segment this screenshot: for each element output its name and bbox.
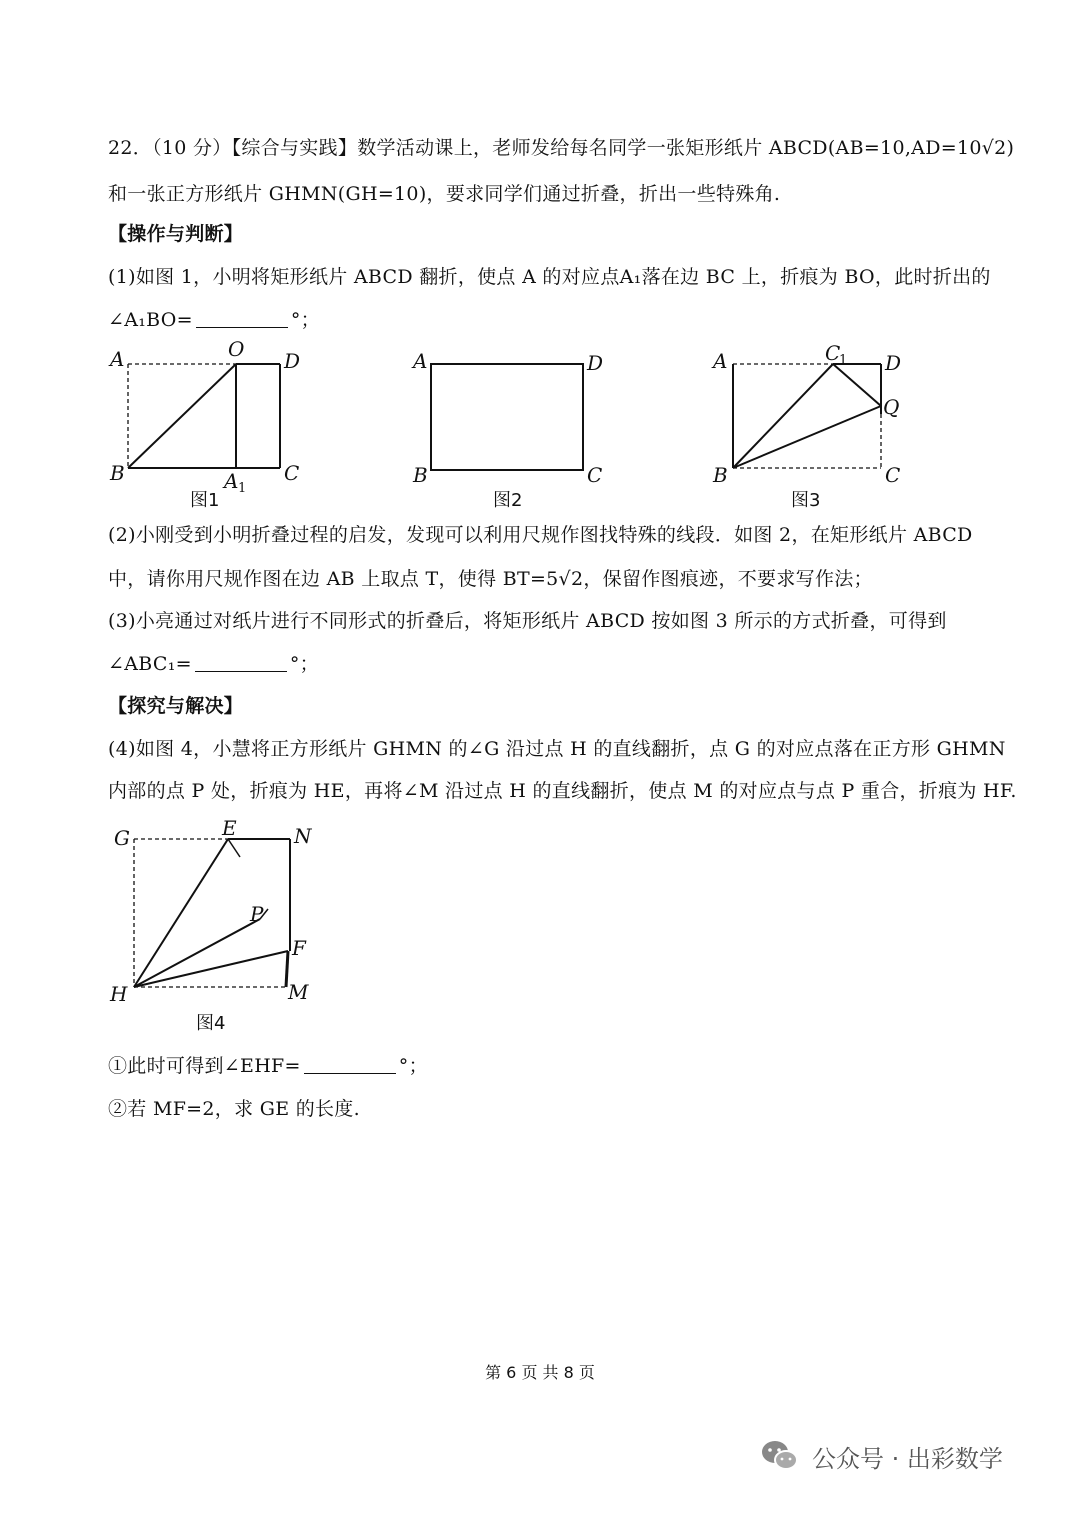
fig2-label-B: B <box>413 463 428 487</box>
section-heading-explore: 【探究与解决】 <box>108 695 244 717</box>
question-line2: 和一张正方形纸片 GHMN(GH=10)，要求同学们通过折叠，折出一些特殊角. <box>108 183 781 205</box>
subq1-angle-label: ①此时可得到∠EHF= <box>108 1055 301 1077</box>
fig4-label-M: M <box>288 980 309 1004</box>
part2-text: (2)小刚受到小明折叠过程的启发，发现可以利用尺规作图找特殊的线段．如图 2，在矩形纸片 ABCD <box>108 524 973 546</box>
fig3-label-B: B <box>713 463 728 487</box>
fig1-label-A1: A <box>224 469 239 493</box>
fig1-label-O: O <box>228 337 245 361</box>
part1-answer-line <box>108 306 320 334</box>
fig4-label-F: F <box>292 936 306 960</box>
wechat-icon <box>760 1439 800 1473</box>
fig1-label-B: B <box>110 461 125 485</box>
fig2-label-D: D <box>587 351 604 375</box>
figure-2 <box>405 340 615 520</box>
fig1-label-A1-sub: 1 <box>238 481 247 496</box>
fig1-caption: 图1 <box>190 490 220 511</box>
part4-text-cont: 内部的点 P 处，折痕为 HE，再将∠M 沿过点 H 的直线翻折，使点 M 的对应点与点 P 重合，折痕为 HF. <box>108 780 1017 802</box>
fig3-label-D: D <box>885 351 902 375</box>
subq1-degree: °； <box>398 1055 428 1077</box>
question-header: 22．（10 分）【综合与实践】数学活动课上，老师发给每名同学一张矩形纸片 ABCD(AB=10,AD=10√2) <box>108 137 1015 159</box>
part4-text: (4)如图 4，小慧将正方形纸片 GHMN 的∠G 沿过点 H 的直线翻折，点 G 的对应点落在正方形 GHMN <box>108 738 1006 760</box>
part3-angle-label: ∠ABC₁= <box>108 653 192 675</box>
fig2-caption: 图2 <box>493 490 523 511</box>
fig4-label-H: H <box>110 982 128 1006</box>
fig4-label-G: G <box>114 826 130 850</box>
figure-4 <box>100 815 340 1035</box>
subq2-text: ②若 MF=2，求 GE 的长度. <box>108 1098 360 1120</box>
section-heading-operation: 【操作与判断】 <box>108 223 244 245</box>
fig4-label-E: E <box>222 816 237 840</box>
fig3-label-A: A <box>713 349 728 373</box>
fig1-label-C: C <box>284 461 300 485</box>
part3-answer-line <box>108 650 319 678</box>
fig3-label-Q: Q <box>883 395 900 419</box>
watermark-text: 公众号 · 出彩数学 <box>812 1444 1003 1473</box>
part1-text: (1)如图 1，小明将矩形纸片 ABCD 翻折，使点 A 的对应点A₁落在边 BC 上，折痕为 BO，此时折出的 <box>108 266 991 288</box>
fig3-label-C1-sub: 1 <box>839 353 848 368</box>
fig3-label-C1: C <box>825 341 841 365</box>
subq1-answer-line <box>108 1052 428 1080</box>
part2-text-cont: 中，请你用尺规作图在边 AB 上取点 T，使得 BT=5√2，保留作图痕迹，不要求写作法； <box>108 568 873 590</box>
part3-degree: °； <box>289 653 319 675</box>
fig4-label-P: P <box>250 902 264 926</box>
part3-answer-blank[interactable] <box>195 651 287 672</box>
part1-answer-blank[interactable] <box>196 307 288 328</box>
fig1-label-D: D <box>284 349 301 373</box>
page-footer: 第 6 页 共 8 页 <box>485 1363 595 1382</box>
fig2-label-A: A <box>413 349 428 373</box>
fig2-label-C: C <box>587 463 603 487</box>
figure-3 <box>705 340 915 520</box>
fig3-label-C: C <box>885 463 901 487</box>
part3-text: (3)小亮通过对纸片进行不同形式的折叠后，将矩形纸片 ABCD 按如图 3 所示的方式折叠，可得到 <box>108 610 947 632</box>
part1-angle-label: ∠A₁BO= <box>108 309 193 331</box>
fig1-label-A: A <box>110 347 125 371</box>
part1-degree: °； <box>290 309 320 331</box>
fig4-caption: 图4 <box>196 1013 226 1034</box>
subq1-answer-blank[interactable] <box>304 1053 396 1074</box>
watermark <box>760 1436 1003 1476</box>
fig3-caption: 图3 <box>791 490 821 511</box>
figure-1 <box>100 337 330 520</box>
fig4-label-N: N <box>294 824 312 848</box>
